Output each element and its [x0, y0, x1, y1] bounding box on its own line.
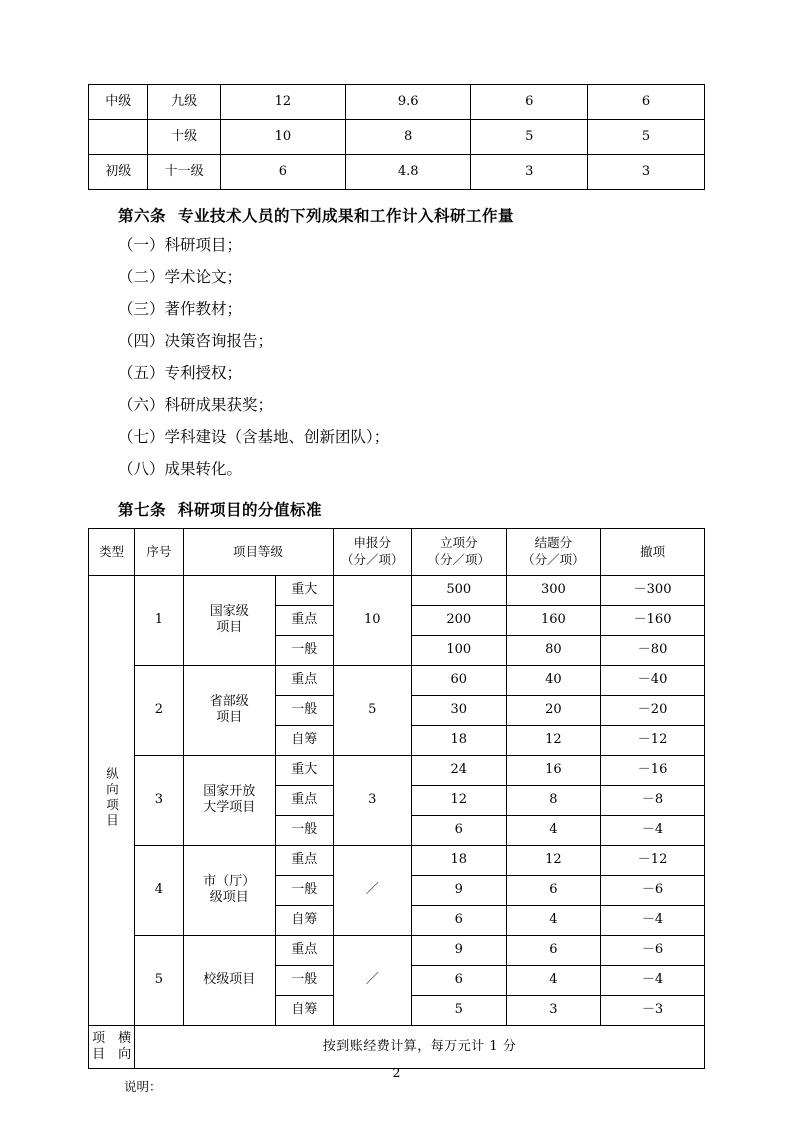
- cell-index: 3: [135, 755, 183, 845]
- project-name-line1: 国家开放: [203, 784, 256, 800]
- cell-level: 重点: [275, 935, 333, 965]
- cell-finish: 20: [506, 695, 601, 725]
- cell-apply: 5: [333, 665, 411, 755]
- cell-level: 重点: [275, 605, 333, 635]
- cell-withdraw: －3: [601, 995, 705, 1025]
- cell-withdraw: －40: [601, 665, 705, 695]
- header-start-line1: 立项分: [440, 535, 478, 551]
- list-item: （四）决策咨询报告；: [118, 332, 274, 351]
- cell-level: 一般: [275, 635, 333, 665]
- table-row: [89, 155, 705, 190]
- cell-project-name: [183, 575, 275, 665]
- cell-v4: 6: [588, 85, 705, 120]
- cell-level: 自筹: [275, 725, 333, 755]
- cell-withdraw: －20: [601, 695, 705, 725]
- list-item: （八）成果转化。: [118, 460, 243, 479]
- header-finish-line1: 结题分: [534, 535, 573, 551]
- cell-finish: 6: [506, 935, 601, 965]
- cell-v4: 5: [588, 120, 705, 155]
- cell-start: 9: [411, 935, 506, 965]
- cell-level: 重点: [275, 665, 333, 695]
- cell-finish: 8: [506, 785, 601, 815]
- table-row: [89, 845, 705, 875]
- cell-grade: 十一级: [148, 155, 220, 190]
- horizontal-label-line1: 项 横: [92, 1030, 132, 1046]
- header-level: 项目等级: [183, 529, 333, 576]
- cell-apply: ／: [333, 845, 411, 935]
- cell-finish: 12: [506, 725, 601, 755]
- project-name-line1: 省部级: [209, 694, 249, 710]
- cell-level: 一般: [275, 875, 333, 905]
- project-score-table: [88, 528, 705, 1069]
- table-row: [89, 120, 705, 155]
- cell-start: 200: [411, 605, 506, 635]
- header-start: [411, 529, 506, 576]
- cell-v2: 8: [346, 120, 471, 155]
- cell-start: 9: [411, 875, 506, 905]
- list-item: （三）著作教材；: [118, 300, 243, 319]
- list-item: （五）专利授权；: [118, 364, 243, 383]
- project-name-line2: 大学项目: [203, 800, 256, 816]
- cell-index: 2: [135, 665, 183, 755]
- header-start-line2: （分／项）: [427, 552, 491, 567]
- cell-withdraw: －6: [601, 875, 705, 905]
- table-row: [89, 755, 705, 785]
- cell-index: 1: [135, 575, 183, 665]
- cell-withdraw: －4: [601, 815, 705, 845]
- cell-finish: 300: [506, 575, 601, 605]
- cell-start: 500: [411, 575, 506, 605]
- cell-level: 一般: [275, 815, 333, 845]
- cell-start: 100: [411, 635, 506, 665]
- cell-apply: ／: [333, 935, 411, 1025]
- category-vertical-text: 纵向项目: [104, 766, 120, 829]
- cell-project-name: 校级项目: [183, 935, 275, 1025]
- cell-withdraw: －8: [601, 785, 705, 815]
- list-item: （六）科研成果获奖；: [118, 396, 274, 415]
- cell-finish: 12: [506, 845, 601, 875]
- header-index: 序号: [135, 529, 183, 576]
- cell-v1: 6: [220, 155, 345, 190]
- table-row: [89, 85, 705, 120]
- cell-horizontal-note: 按到账经费计算，每万元计 1 分: [135, 1025, 705, 1069]
- cell-level: 自筹: [275, 905, 333, 935]
- section-6-title: 专业技术人员的下列成果和工作计入科研工作量: [178, 206, 515, 225]
- cell-start: 60: [411, 665, 506, 695]
- table-row: [89, 665, 705, 695]
- cell-withdraw: －300: [601, 575, 705, 605]
- cell-finish: 160: [506, 605, 601, 635]
- cell-finish: 6: [506, 875, 601, 905]
- section-7-heading: [88, 498, 705, 520]
- table-header-row: [89, 529, 705, 576]
- header-finish-line2: （分／项）: [522, 552, 585, 567]
- cell-start: 12: [411, 785, 506, 815]
- cell-level: 重点: [275, 785, 333, 815]
- cell-finish: 4: [506, 815, 601, 845]
- cell-finish: 4: [506, 965, 601, 995]
- cell-v2: 9.6: [346, 85, 471, 120]
- cell-v1: 10: [220, 120, 345, 155]
- list-item: （七）学科建设（含基地、创新团队）；: [118, 428, 390, 447]
- cell-v3: 3: [471, 155, 588, 190]
- cell-category-vertical: [89, 575, 135, 1025]
- cell-type: 初级: [89, 155, 148, 190]
- header-apply: [333, 529, 411, 576]
- cell-finish: 40: [506, 665, 601, 695]
- cell-withdraw: －16: [601, 755, 705, 785]
- cell-level: 重大: [275, 755, 333, 785]
- cell-type: 中级: [89, 85, 148, 120]
- cell-v4: 3: [588, 155, 705, 190]
- cell-start: 5: [411, 995, 506, 1025]
- cell-withdraw: －12: [601, 725, 705, 755]
- list-item: （二）学术论文；: [118, 268, 243, 287]
- cell-start: 6: [411, 815, 506, 845]
- header-withdraw: 撤项: [601, 529, 705, 576]
- cell-apply: 10: [333, 575, 411, 665]
- header-finish: [506, 529, 601, 576]
- cell-index: 5: [135, 935, 183, 1025]
- table-row: [89, 575, 705, 605]
- cell-project-name: [183, 755, 275, 845]
- table-footer-row: [89, 1025, 705, 1069]
- cell-finish: 16: [506, 755, 601, 785]
- table-row: [89, 935, 705, 965]
- cell-level: 一般: [275, 965, 333, 995]
- section-6-number: 第六条: [118, 206, 167, 225]
- page-number: 2: [392, 1065, 401, 1080]
- project-name-line1: 市（厅）: [203, 874, 256, 890]
- project-name-line2: 项目: [216, 710, 243, 726]
- section-7-title: 科研项目的分值标准: [178, 500, 323, 520]
- note-label: 说明：: [124, 1079, 162, 1095]
- cell-v3: 5: [471, 120, 588, 155]
- cell-finish: 80: [506, 635, 601, 665]
- horizontal-label-line2: 目 向: [92, 1047, 132, 1063]
- header-type: 类型: [89, 529, 135, 576]
- cell-withdraw: －4: [601, 965, 705, 995]
- cell-level: 自筹: [275, 995, 333, 1025]
- cell-start: 18: [411, 725, 506, 755]
- list-item: （一）科研项目；: [118, 236, 243, 254]
- cell-level: 重大: [275, 575, 333, 605]
- project-name-line2: 级项目: [209, 890, 249, 906]
- cell-start: 30: [411, 695, 506, 725]
- project-name-line2: 项目: [216, 620, 243, 636]
- cell-start: 6: [411, 965, 506, 995]
- cell-project-name: [183, 665, 275, 755]
- cell-v2: 4.8: [346, 155, 471, 190]
- cell-level: 重点: [275, 845, 333, 875]
- cell-horizontal-label: [89, 1025, 135, 1069]
- cell-withdraw: －12: [601, 845, 705, 875]
- section-6-heading: [88, 204, 705, 226]
- cell-withdraw: －6: [601, 935, 705, 965]
- cell-level: 一般: [275, 695, 333, 725]
- cell-index: 4: [135, 845, 183, 935]
- cell-withdraw: －160: [601, 605, 705, 635]
- cell-start: 24: [411, 755, 506, 785]
- cell-start: 6: [411, 905, 506, 935]
- cell-grade: 十级: [148, 120, 220, 155]
- project-name-line1: 国家级: [209, 604, 249, 620]
- cell-project-name: [183, 845, 275, 935]
- cell-withdraw: －4: [601, 905, 705, 935]
- cell-finish: 4: [506, 905, 601, 935]
- cell-v1: 12: [220, 85, 345, 120]
- cell-apply: 3: [333, 755, 411, 845]
- header-apply-line2: （分／项）: [341, 552, 404, 567]
- cell-type: [89, 120, 148, 155]
- header-apply-line1: 申报分: [353, 535, 392, 551]
- cell-v3: 6: [471, 85, 588, 120]
- section-7-number: 第七条: [118, 500, 167, 520]
- cell-start: 18: [411, 845, 506, 875]
- cell-withdraw: －80: [601, 635, 705, 665]
- cell-finish: 3: [506, 995, 601, 1025]
- cell-grade: 九级: [148, 85, 220, 120]
- salary-level-table: [88, 84, 705, 190]
